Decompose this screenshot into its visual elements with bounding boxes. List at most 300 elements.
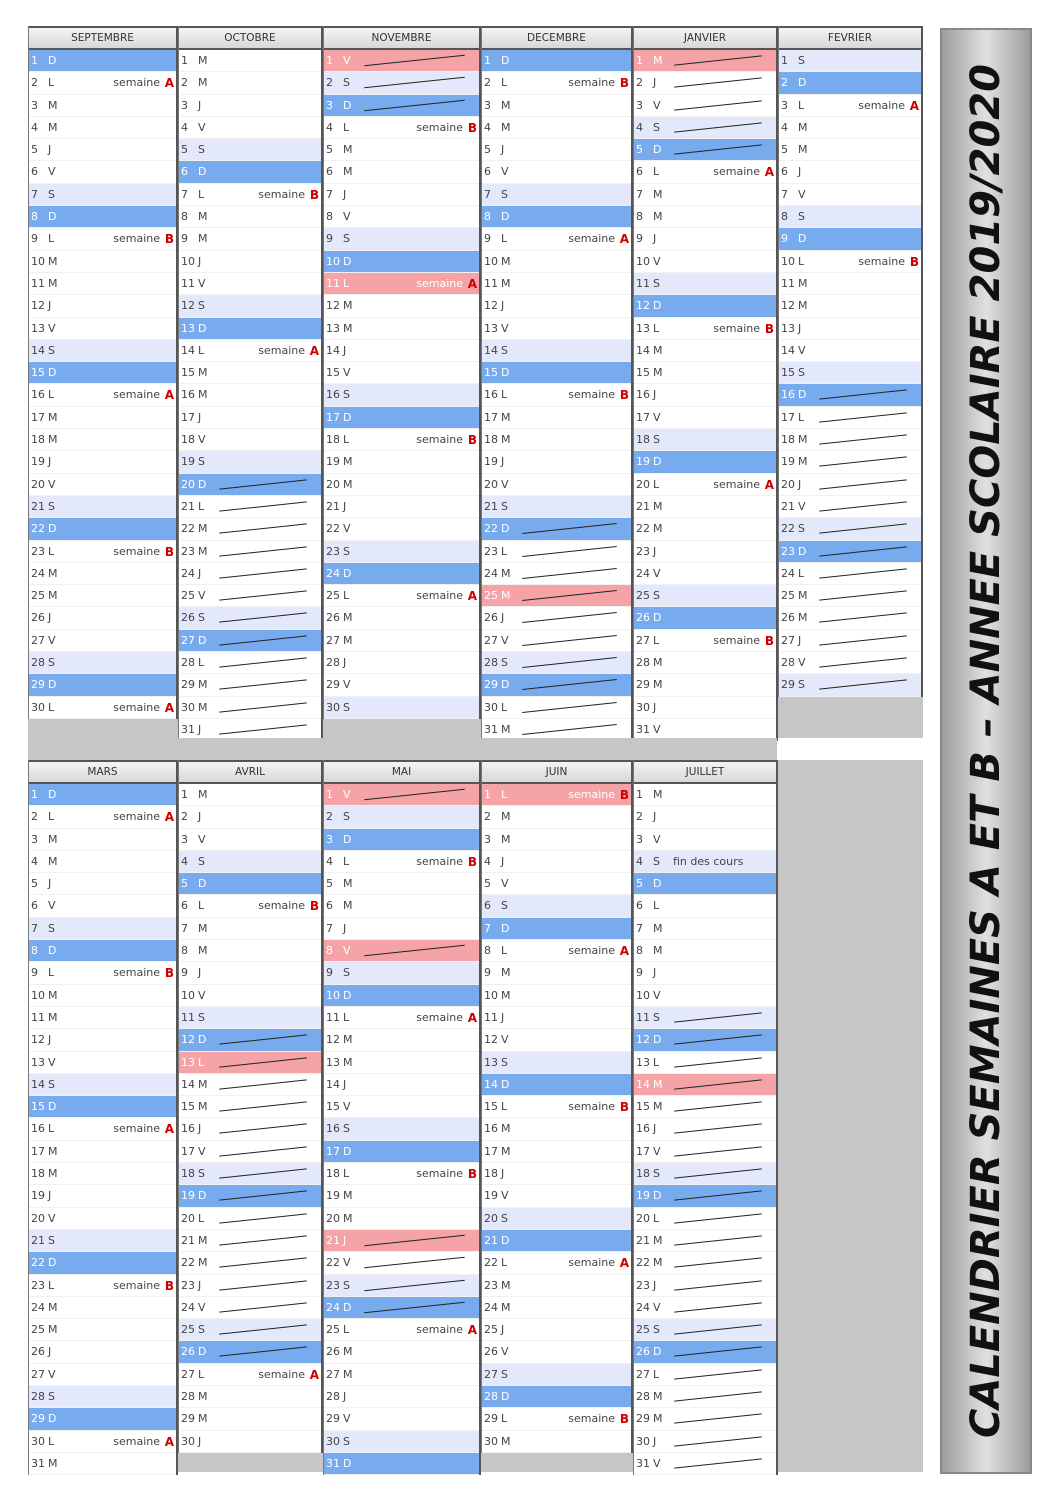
weekday-letter: L <box>198 499 205 513</box>
day-row <box>324 697 479 719</box>
weekday-letter: J <box>343 1077 347 1091</box>
weekday-letter: S <box>501 1367 508 1381</box>
day-row <box>482 72 631 94</box>
day-row <box>179 1408 321 1430</box>
day-number: 3 <box>781 98 788 112</box>
day-row <box>179 674 321 696</box>
day-number: 4 <box>636 854 643 868</box>
day-number: 31 <box>636 1456 650 1470</box>
day-number: 10 <box>484 254 498 268</box>
day-row <box>634 407 776 429</box>
day-row <box>29 784 176 806</box>
weekday-letter: M <box>501 433 511 447</box>
day-number: 15 <box>636 366 650 380</box>
weekday-letter: M <box>48 98 58 112</box>
day-row <box>482 184 631 206</box>
week-letter-badge: B <box>909 254 919 269</box>
weekday-letter: L <box>501 544 508 558</box>
day-row <box>29 1096 176 1118</box>
day-row <box>324 1319 479 1341</box>
weekday-letter: L <box>798 254 805 268</box>
day-number: 4 <box>181 854 188 868</box>
weekday-letter: D <box>48 1100 57 1114</box>
day-number: 24 <box>636 1300 650 1314</box>
day-row <box>179 918 321 940</box>
day-row <box>634 541 776 563</box>
day-number: 3 <box>31 832 38 846</box>
weekday-letter: V <box>501 165 509 179</box>
day-number: 27 <box>484 1367 498 1381</box>
day-number: 29 <box>31 1412 45 1426</box>
day-row <box>634 251 776 273</box>
day-note: fin des cours <box>673 854 744 868</box>
weekday-letter: M <box>343 165 353 179</box>
weekday-letter: V <box>501 633 509 647</box>
weekday-letter: D <box>501 54 510 67</box>
weekday-letter: M <box>501 988 511 1002</box>
day-number: 20 <box>636 477 650 491</box>
day-number: 11 <box>326 276 340 290</box>
weekday-letter: S <box>48 656 55 670</box>
day-row <box>29 340 176 362</box>
day-row <box>29 1163 176 1185</box>
day-row <box>482 1208 631 1230</box>
day-row <box>324 295 479 317</box>
day-number: 4 <box>636 120 643 134</box>
weekday-letter: D <box>798 76 807 90</box>
day-number: 23 <box>326 544 340 558</box>
weekday-letter: S <box>48 1390 55 1404</box>
weekday-letter: M <box>198 1100 208 1114</box>
week-label: semaine <box>416 1167 463 1181</box>
day-number: 31 <box>484 722 498 736</box>
day-row <box>482 607 631 629</box>
day-row <box>324 1185 479 1207</box>
day-number: 18 <box>31 1167 45 1181</box>
weekday-letter: J <box>48 1033 52 1047</box>
weekday-letter: J <box>198 410 202 424</box>
day-number: 2 <box>326 76 333 90</box>
day-row <box>324 451 479 473</box>
day-number: 12 <box>31 1033 45 1047</box>
day-number: 17 <box>636 1144 650 1158</box>
day-row <box>634 940 776 962</box>
day-number: 18 <box>181 433 195 447</box>
weekday-letter: V <box>501 1345 509 1359</box>
weekday-letter: D <box>653 1189 662 1203</box>
weekday-letter: V <box>343 678 351 692</box>
week-letter-badge: B <box>164 966 174 981</box>
weekday-letter: M <box>48 1010 58 1024</box>
weekday-letter: S <box>798 522 805 536</box>
day-row <box>179 652 321 674</box>
day-number: 4 <box>484 854 491 868</box>
day-row <box>324 1275 479 1297</box>
day-row <box>29 50 176 72</box>
day-row <box>324 72 479 94</box>
week-label: semaine <box>568 388 615 402</box>
weekday-letter: D <box>48 678 57 692</box>
day-number: 21 <box>181 499 195 513</box>
day-number: 9 <box>484 966 491 980</box>
day-row <box>179 451 321 473</box>
weekday-letter: D <box>198 1189 207 1203</box>
day-row <box>634 563 776 585</box>
weekday-letter: V <box>343 1412 351 1426</box>
day-number: 9 <box>484 232 491 246</box>
day-number: 7 <box>181 187 188 201</box>
weekday-letter: S <box>343 76 350 90</box>
day-row <box>324 1118 479 1140</box>
day-row <box>29 1297 176 1319</box>
weekday-letter: M <box>798 433 808 447</box>
weekday-letter: S <box>343 810 350 824</box>
weekday-letter: M <box>501 1300 511 1314</box>
weekday-letter: M <box>798 455 808 469</box>
day-row <box>634 829 776 851</box>
day-number: 25 <box>326 589 340 603</box>
weekday-letter: V <box>48 1367 56 1381</box>
week-label: semaine <box>713 477 760 491</box>
day-row <box>324 1208 479 1230</box>
day-number: 27 <box>636 633 650 647</box>
weekday-letter: V <box>343 944 351 958</box>
day-row <box>779 117 921 139</box>
weekday-letter: M <box>501 98 511 112</box>
month-column-octobre <box>178 26 323 741</box>
day-row <box>634 273 776 295</box>
day-row <box>324 940 479 962</box>
weekday-letter: D <box>48 1256 57 1270</box>
week-label: semaine <box>113 966 160 980</box>
weekday-letter: L <box>48 232 55 246</box>
week-letter-badge: B <box>619 76 629 91</box>
day-number: 27 <box>326 633 340 647</box>
weekday-letter: M <box>198 1256 208 1270</box>
day-number: 26 <box>326 611 340 625</box>
day-number: 4 <box>326 854 333 868</box>
day-row <box>634 340 776 362</box>
day-row <box>482 1431 631 1453</box>
day-number: 2 <box>781 76 788 90</box>
day-row <box>634 630 776 652</box>
day-number: 8 <box>181 944 188 958</box>
weekday-letter: V <box>198 1144 206 1158</box>
day-number: 9 <box>326 966 333 980</box>
weekday-letter: D <box>48 210 57 224</box>
week-label: semaine <box>568 788 615 801</box>
weekday-letter: D <box>48 522 57 536</box>
week-letter-badge: B <box>619 1412 629 1427</box>
weekday-letter: J <box>798 477 802 491</box>
weekday-letter: L <box>653 1055 660 1069</box>
day-number: 28 <box>484 656 498 670</box>
day-number: 7 <box>636 921 643 935</box>
day-row <box>482 940 631 962</box>
day-row <box>634 1230 776 1252</box>
weekday-letter: V <box>501 321 509 335</box>
day-number: 23 <box>781 544 795 558</box>
day-row <box>324 1364 479 1386</box>
weekday-letter: D <box>653 611 662 625</box>
weekday-letter: S <box>198 1010 205 1024</box>
day-row <box>179 1275 321 1297</box>
day-row <box>482 1007 631 1029</box>
day-row <box>179 940 321 962</box>
day-number: 11 <box>181 1010 195 1024</box>
day-number: 5 <box>326 877 333 891</box>
day-number: 19 <box>636 455 650 469</box>
day-number: 11 <box>781 276 795 290</box>
weekday-letter: J <box>653 232 657 246</box>
weekday-letter: J <box>343 343 347 357</box>
day-row <box>324 407 479 429</box>
day-row <box>324 206 479 228</box>
day-row <box>324 895 479 917</box>
day-row <box>324 563 479 585</box>
weekday-letter: D <box>501 1077 510 1091</box>
day-number: 1 <box>326 54 333 67</box>
weekday-letter: M <box>653 1077 663 1091</box>
week-letter-badge: B <box>309 187 319 202</box>
day-row <box>29 1185 176 1207</box>
day-number: 14 <box>484 1077 498 1091</box>
weekday-letter: D <box>653 455 662 469</box>
day-row <box>482 1029 631 1051</box>
day-row <box>324 117 479 139</box>
day-number: 16 <box>636 1122 650 1136</box>
day-row <box>179 1252 321 1274</box>
weekday-letter: J <box>198 810 202 824</box>
day-number: 17 <box>181 410 195 424</box>
day-row <box>324 228 479 250</box>
day-number: 3 <box>181 98 188 112</box>
weekday-letter: J <box>48 143 52 157</box>
weekday-letter: L <box>798 566 805 580</box>
day-number: 18 <box>636 433 650 447</box>
weekday-letter: M <box>653 678 663 692</box>
day-row <box>634 451 776 473</box>
weekday-letter: M <box>198 1077 208 1091</box>
day-row <box>179 1007 321 1029</box>
weekday-letter: L <box>798 410 805 424</box>
weekday-letter: L <box>343 589 350 603</box>
weekday-letter: D <box>343 1300 352 1314</box>
day-row <box>324 652 479 674</box>
day-number: 6 <box>636 899 643 913</box>
day-number: 15 <box>484 366 498 380</box>
day-row <box>324 273 479 295</box>
weekday-letter: V <box>48 321 56 335</box>
day-row <box>29 607 176 629</box>
day-row <box>482 1341 631 1363</box>
day-row <box>29 630 176 652</box>
day-row <box>29 273 176 295</box>
weekday-letter: M <box>343 877 353 891</box>
weekday-letter: M <box>653 54 663 67</box>
day-row <box>634 206 776 228</box>
day-number: 23 <box>484 1278 498 1292</box>
week-letter-badge: A <box>467 1323 477 1338</box>
day-row <box>634 806 776 828</box>
day-number: 25 <box>181 589 195 603</box>
day-row <box>482 1141 631 1163</box>
day-row <box>324 474 479 496</box>
day-row <box>29 1052 176 1074</box>
day-number: 6 <box>181 165 188 179</box>
day-row <box>634 161 776 183</box>
day-number: 24 <box>484 566 498 580</box>
day-row <box>29 1408 176 1430</box>
day-row <box>179 985 321 1007</box>
day-row <box>324 184 479 206</box>
day-number: 21 <box>484 499 498 513</box>
day-row <box>324 585 479 607</box>
day-row <box>29 585 176 607</box>
month-column-novembre <box>323 26 481 719</box>
day-number: 26 <box>181 1345 195 1359</box>
week-letter-badge: A <box>309 343 319 358</box>
day-number: 28 <box>326 1390 340 1404</box>
day-row <box>634 674 776 696</box>
day-row <box>634 117 776 139</box>
day-number: 14 <box>636 343 650 357</box>
day-number: 24 <box>31 1300 45 1314</box>
day-number: 25 <box>484 1323 498 1337</box>
day-row <box>324 1141 479 1163</box>
week-label: semaine <box>568 232 615 246</box>
day-row <box>779 206 921 228</box>
weekday-letter: L <box>653 1367 660 1381</box>
month-column-juillet <box>633 760 778 1475</box>
day-number: 13 <box>781 321 795 335</box>
day-row <box>634 585 776 607</box>
day-row <box>779 72 921 94</box>
day-row <box>482 1096 631 1118</box>
weekday-letter: M <box>198 678 208 692</box>
week-label: semaine <box>568 1100 615 1114</box>
weekday-letter: L <box>48 1122 55 1136</box>
week-letter-badge: A <box>619 1256 629 1271</box>
weekday-letter: D <box>653 1345 662 1359</box>
day-row <box>779 95 921 117</box>
weekday-letter: D <box>798 232 807 246</box>
week-label: semaine <box>258 187 305 201</box>
day-number: 10 <box>31 254 45 268</box>
weekday-letter: V <box>343 1100 351 1114</box>
day-row <box>179 161 321 183</box>
weekday-letter: M <box>343 143 353 157</box>
day-row <box>482 1230 631 1252</box>
week-label: semaine <box>858 254 905 268</box>
day-row <box>29 1029 176 1051</box>
week-label: semaine <box>113 810 160 824</box>
weekday-letter: S <box>198 1323 205 1337</box>
weekday-letter: M <box>48 1144 58 1158</box>
day-row <box>179 962 321 984</box>
day-number: 14 <box>781 343 795 357</box>
day-number: 15 <box>326 366 340 380</box>
month-column-septembre <box>28 26 178 719</box>
day-row <box>29 1074 176 1096</box>
weekday-letter: L <box>343 854 350 868</box>
weekday-letter: L <box>501 1412 508 1426</box>
day-row <box>179 295 321 317</box>
weekday-letter: S <box>798 210 805 224</box>
day-number: 17 <box>181 1144 195 1158</box>
weekday-letter: M <box>653 210 663 224</box>
weekday-letter: V <box>48 1211 56 1225</box>
day-row <box>29 318 176 340</box>
day-row <box>179 206 321 228</box>
weekday-letter: S <box>798 366 805 380</box>
day-number: 14 <box>31 343 45 357</box>
weekday-letter: M <box>501 276 511 290</box>
day-number: 12 <box>484 299 498 313</box>
month-column-mars <box>28 760 178 1475</box>
weekday-letter: J <box>653 1434 657 1448</box>
week-label: semaine <box>113 1434 160 1448</box>
month-column-fevrier <box>778 26 923 697</box>
day-row <box>29 72 176 94</box>
day-number: 13 <box>484 321 498 335</box>
day-row <box>634 295 776 317</box>
day-row <box>324 1297 479 1319</box>
weekday-letter: D <box>653 299 662 313</box>
weekday-letter: V <box>501 877 509 891</box>
day-row <box>29 1118 176 1140</box>
day-row <box>634 1052 776 1074</box>
day-number: 7 <box>484 187 491 201</box>
weekday-letter: M <box>343 1345 353 1359</box>
day-number: 1 <box>636 788 643 801</box>
day-number: 2 <box>636 810 643 824</box>
day-number: 26 <box>636 611 650 625</box>
day-row <box>324 1096 479 1118</box>
day-row <box>179 1141 321 1163</box>
day-number: 8 <box>636 944 643 958</box>
day-row <box>324 985 479 1007</box>
weekday-letter: M <box>48 832 58 846</box>
day-number: 22 <box>636 1256 650 1270</box>
weekday-letter: V <box>798 343 806 357</box>
day-number: 30 <box>181 700 195 714</box>
day-number: 27 <box>31 1367 45 1381</box>
day-number: 18 <box>781 433 795 447</box>
day-row <box>482 784 631 806</box>
weekday-letter: D <box>501 921 510 935</box>
day-number: 12 <box>31 299 45 313</box>
week-label: semaine <box>113 1278 160 1292</box>
weekday-letter: V <box>653 722 661 736</box>
weekday-letter: V <box>48 1055 56 1069</box>
day-row <box>482 985 631 1007</box>
day-number: 5 <box>326 143 333 157</box>
weekday-letter: V <box>653 254 661 268</box>
weekday-letter: J <box>198 1122 202 1136</box>
day-number: 27 <box>484 633 498 647</box>
weekday-letter: V <box>653 1300 661 1314</box>
day-number: 13 <box>326 321 340 335</box>
day-number: 28 <box>781 656 795 670</box>
day-row <box>179 851 321 873</box>
day-number: 21 <box>484 1233 498 1247</box>
weekday-letter: D <box>198 321 207 335</box>
weekday-letter: S <box>48 187 55 201</box>
day-row <box>29 1364 176 1386</box>
day-number: 28 <box>181 656 195 670</box>
day-number: 9 <box>181 232 188 246</box>
